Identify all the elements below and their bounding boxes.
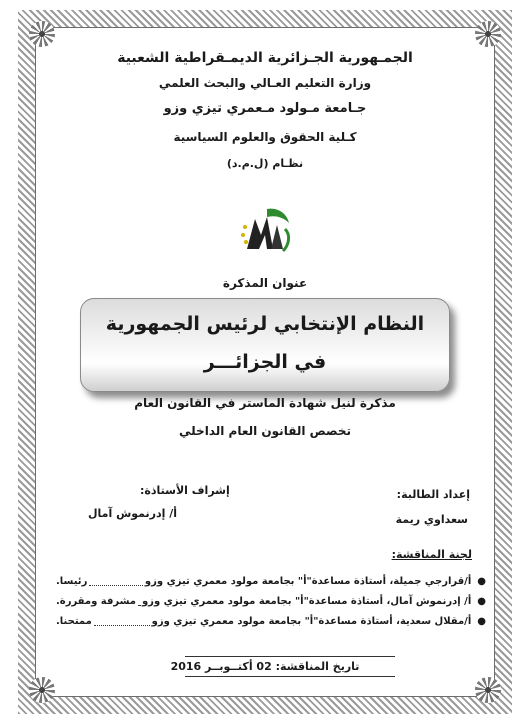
committee-member [56,596,486,607]
corner-ornament-icon [475,677,501,703]
dotted-leader [94,617,150,626]
specialty-statement: تخصص القانون العام الداخلي [179,424,351,438]
bullet-icon: ● [477,576,486,587]
dotted-leader [138,597,140,606]
dotted-leader [89,577,143,586]
student-name: سعداوي ريمة [395,513,468,526]
committee-member [56,576,486,587]
degree-statement: مذكرة لنيل شهادة الماستر في القانون العام [134,396,396,410]
bullet-icon: ● [477,616,486,627]
bullet-icon: ● [477,596,486,607]
committee-label: لجنة المناقشة: [391,548,472,561]
member-name: أ/ إدرنموش آمال، أستاذة مساعدة"أ" بجامعة مولود معمري تيزي وزو [141,596,472,607]
member-name: أ/مقلال سعدية، أستاذة مساعدة"أ" بجامعة مولود معمري تيزي وزو [151,616,472,627]
member-role: رئيسا. [56,576,88,587]
corner-ornament-icon [475,21,501,47]
date-top-rule [185,656,395,657]
memo-title-label: عنوان المذكرة [222,276,308,290]
committee-member [56,616,486,627]
member-name: أ/قرارجي جميلة، أستاذة مساعدة"أ" بجامعة مولود معمري تيزي وزو [144,576,472,587]
ministry-name: وزارة التعليم العـالي والبحث العلمي [158,76,372,90]
thesis-title-line-2: في الجزائـــر [203,351,327,373]
date-bottom-rule [185,676,395,677]
study-system: نظـام (ل.م.د) [226,157,304,170]
thesis-title-line-1: النظام الإنتخابي لرئيس الجمهورية [105,313,425,335]
member-role: مشرفة ومقررة. [56,596,136,607]
supervisor-name: أ/ إدرنموش آمال [88,507,178,520]
supervision-label: إشراف الأستاذة: [140,484,230,497]
university-name: جـامعة مـولود مـعمري تيزي وزو [163,101,367,116]
defense-date-label: تاريخ المناقشة: [275,660,360,673]
republic-name: الجمـهورية الجـزائرية الديمـقراطية الشعبية [117,50,413,66]
defense-date [0,660,530,673]
corner-ornament-icon [29,677,55,703]
defense-date-value: 02 أكتــوبــر 2016 [170,660,272,673]
faculty-name: كـلية الحقوق والعلوم السياسية [173,130,357,144]
thesis-title-box [80,298,450,392]
preparation-label: إعداد الطالبة: [396,488,470,501]
member-role: ممتحنا. [56,616,92,627]
university-logo-icon [237,205,293,255]
corner-ornament-icon [29,21,55,47]
